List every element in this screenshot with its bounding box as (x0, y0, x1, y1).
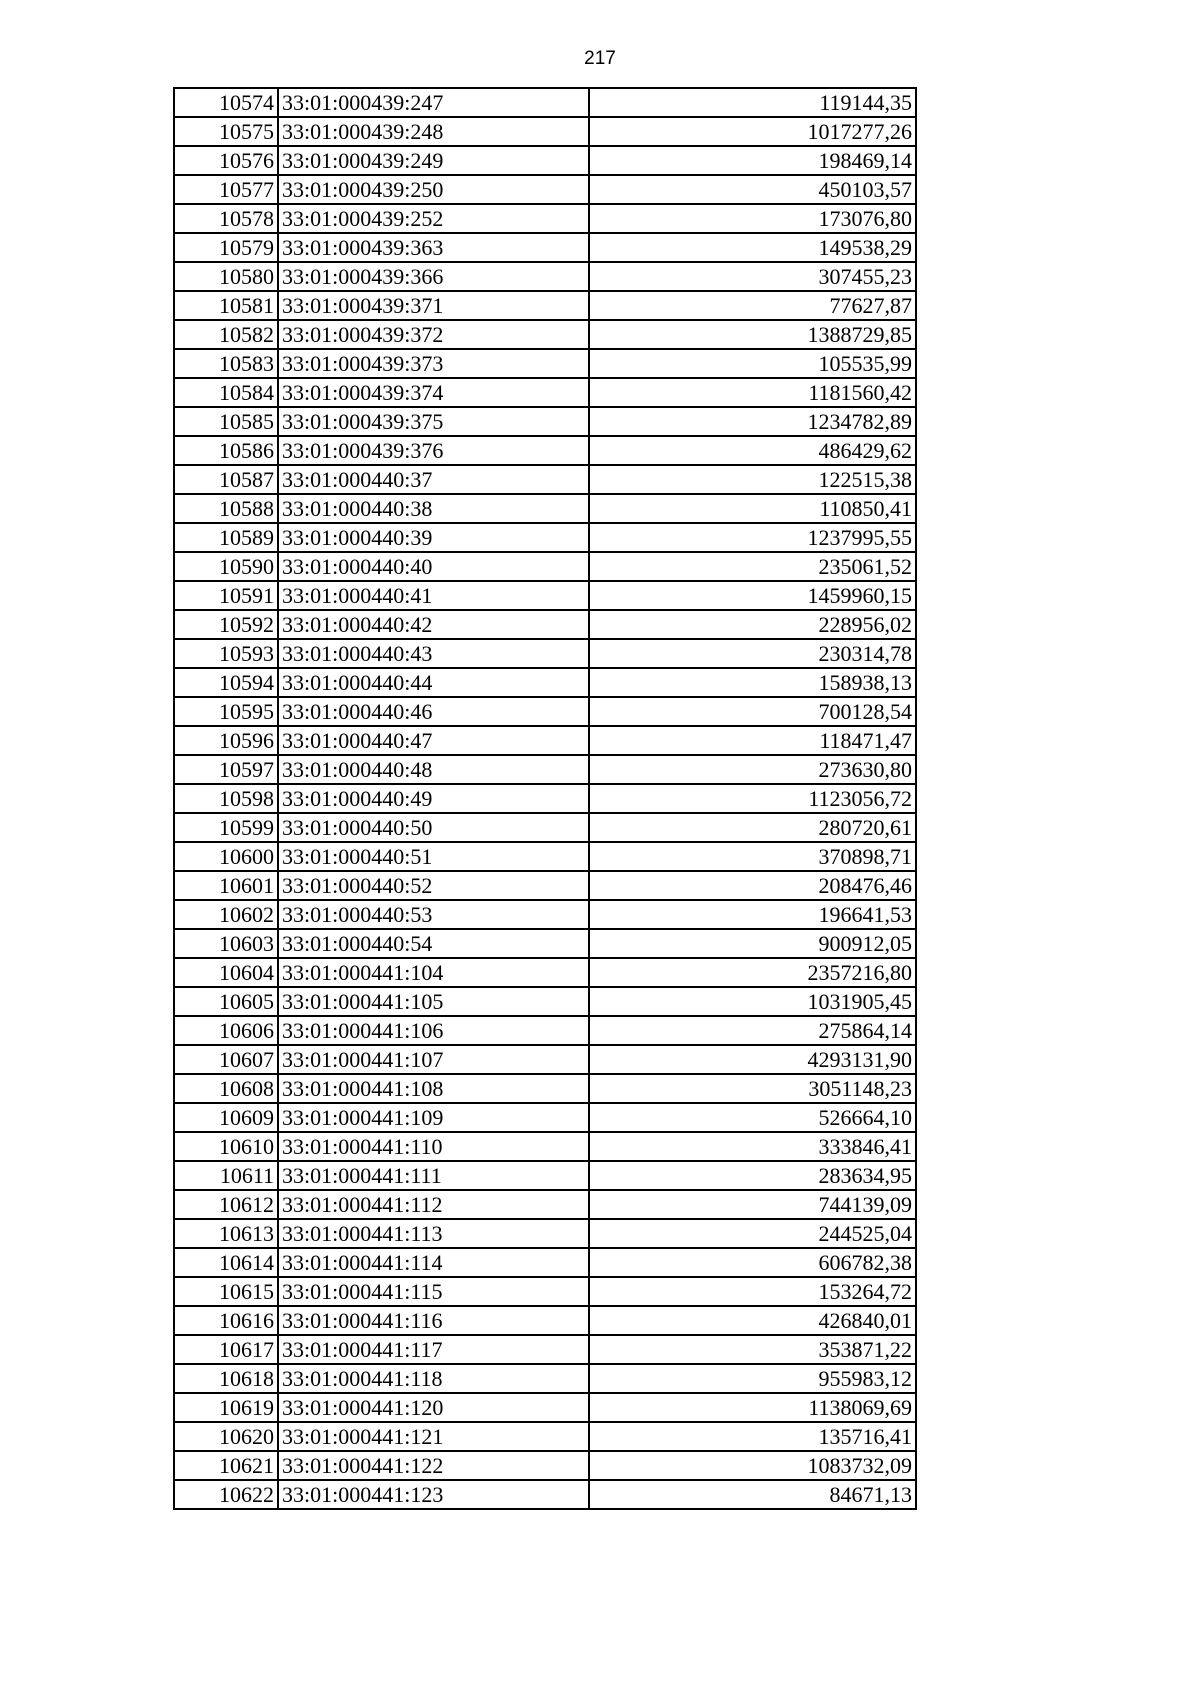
row-number-cell: 10613 (174, 1219, 278, 1248)
row-number-cell: 10619 (174, 1393, 278, 1422)
cadastral-value-cell: 235061,52 (589, 552, 916, 581)
cadastral-number-cell: 33:01:000441:105 (278, 987, 589, 1016)
row-number-cell: 10578 (174, 204, 278, 233)
cadastral-number-cell: 33:01:000441:120 (278, 1393, 589, 1422)
cadastral-number-cell: 33:01:000440:53 (278, 900, 589, 929)
cadastral-value-cell: 486429,62 (589, 436, 916, 465)
table-row (174, 900, 916, 929)
cadastral-value-cell: 526664,10 (589, 1103, 916, 1132)
cadastral-value-cell: 1459960,15 (589, 581, 916, 610)
cadastral-number-cell: 33:01:000440:39 (278, 523, 589, 552)
cadastral-number-cell: 33:01:000441:106 (278, 1016, 589, 1045)
table-row (174, 1306, 916, 1335)
cadastral-value-cell: 1031905,45 (589, 987, 916, 1016)
cadastral-value-cell: 744139,09 (589, 1190, 916, 1219)
cadastral-number-cell: 33:01:000441:116 (278, 1306, 589, 1335)
cadastral-value-cell: 230314,78 (589, 639, 916, 668)
row-number-cell: 10610 (174, 1132, 278, 1161)
table-row (174, 813, 916, 842)
table-row (174, 639, 916, 668)
cadastral-value-cell: 1388729,85 (589, 320, 916, 349)
cadastral-value-cell: 244525,04 (589, 1219, 916, 1248)
cadastral-number-cell: 33:01:000441:114 (278, 1248, 589, 1277)
table-row (174, 233, 916, 262)
cadastral-value-cell: 370898,71 (589, 842, 916, 871)
table-row (174, 378, 916, 407)
table-row (174, 958, 916, 987)
table-row (174, 146, 916, 175)
cadastral-number-cell: 33:01:000439:374 (278, 378, 589, 407)
row-number-cell: 10621 (174, 1451, 278, 1480)
table-row (174, 1277, 916, 1306)
row-number-cell: 10591 (174, 581, 278, 610)
table-row (174, 1335, 916, 1364)
cadastral-value-cell: 3051148,23 (589, 1074, 916, 1103)
cadastral-value-cell: 1138069,69 (589, 1393, 916, 1422)
cadastral-number-cell: 33:01:000439:252 (278, 204, 589, 233)
row-number-cell: 10622 (174, 1480, 278, 1509)
row-number-cell: 10598 (174, 784, 278, 813)
table-row (174, 987, 916, 1016)
table-row (174, 610, 916, 639)
cadastral-number-cell: 33:01:000440:54 (278, 929, 589, 958)
cadastral-value-cell: 110850,41 (589, 494, 916, 523)
row-number-cell: 10597 (174, 755, 278, 784)
row-number-cell: 10586 (174, 436, 278, 465)
row-number-cell: 10596 (174, 726, 278, 755)
cadastral-value-table (173, 87, 917, 1510)
cadastral-value-cell: 118471,47 (589, 726, 916, 755)
cadastral-number-cell: 33:01:000440:49 (278, 784, 589, 813)
cadastral-number-cell: 33:01:000439:249 (278, 146, 589, 175)
cadastral-number-cell: 33:01:000441:117 (278, 1335, 589, 1364)
cadastral-number-cell: 33:01:000441:107 (278, 1045, 589, 1074)
cadastral-value-cell: 450103,57 (589, 175, 916, 204)
cadastral-value-cell: 283634,95 (589, 1161, 916, 1190)
cadastral-number-cell: 33:01:000440:42 (278, 610, 589, 639)
table-row (174, 552, 916, 581)
cadastral-number-cell: 33:01:000439:371 (278, 291, 589, 320)
table-row (174, 842, 916, 871)
cadastral-value-cell: 105535,99 (589, 349, 916, 378)
cadastral-number-cell: 33:01:000440:47 (278, 726, 589, 755)
table-row (174, 1190, 916, 1219)
table-row (174, 1248, 916, 1277)
row-number-cell: 10601 (174, 871, 278, 900)
cadastral-number-cell: 33:01:000440:37 (278, 465, 589, 494)
table-row (174, 523, 916, 552)
table-row (174, 726, 916, 755)
row-number-cell: 10590 (174, 552, 278, 581)
table-row (174, 929, 916, 958)
cadastral-number-cell: 33:01:000441:118 (278, 1364, 589, 1393)
cadastral-number-cell: 33:01:000440:51 (278, 842, 589, 871)
row-number-cell: 10602 (174, 900, 278, 929)
row-number-cell: 10608 (174, 1074, 278, 1103)
row-number-cell: 10585 (174, 407, 278, 436)
cadastral-number-cell: 33:01:000440:48 (278, 755, 589, 784)
cadastral-number-cell: 33:01:000441:104 (278, 958, 589, 987)
cadastral-value-cell: 353871,22 (589, 1335, 916, 1364)
cadastral-number-cell: 33:01:000439:248 (278, 117, 589, 146)
cadastral-number-cell: 33:01:000440:40 (278, 552, 589, 581)
cadastral-number-cell: 33:01:000439:375 (278, 407, 589, 436)
cadastral-number-cell: 33:01:000441:115 (278, 1277, 589, 1306)
row-number-cell: 10599 (174, 813, 278, 842)
page-number: 217 (584, 48, 616, 69)
cadastral-value-cell: 1083732,09 (589, 1451, 916, 1480)
cadastral-value-cell: 196641,53 (589, 900, 916, 929)
table-row (174, 1364, 916, 1393)
row-number-cell: 10588 (174, 494, 278, 523)
cadastral-value-cell: 1237995,55 (589, 523, 916, 552)
table-row (174, 668, 916, 697)
table-row (174, 262, 916, 291)
cadastral-value-cell: 2357216,80 (589, 958, 916, 987)
table-row (174, 407, 916, 436)
cadastral-number-cell: 33:01:000441:121 (278, 1422, 589, 1451)
table-row (174, 117, 916, 146)
row-number-cell: 10594 (174, 668, 278, 697)
row-number-cell: 10611 (174, 1161, 278, 1190)
row-number-cell: 10574 (174, 88, 278, 117)
row-number-cell: 10614 (174, 1248, 278, 1277)
cadastral-number-cell: 33:01:000439:373 (278, 349, 589, 378)
cadastral-number-cell: 33:01:000439:247 (278, 88, 589, 117)
table-row (174, 1132, 916, 1161)
table-row (174, 175, 916, 204)
table-row (174, 784, 916, 813)
table-row (174, 1480, 916, 1509)
table-row (174, 436, 916, 465)
row-number-cell: 10592 (174, 610, 278, 639)
row-number-cell: 10604 (174, 958, 278, 987)
cadastral-number-cell: 33:01:000441:113 (278, 1219, 589, 1248)
table-row (174, 1451, 916, 1480)
cadastral-number-cell: 33:01:000439:366 (278, 262, 589, 291)
table-body (174, 88, 916, 1509)
cadastral-value-cell: 84671,13 (589, 1480, 916, 1509)
table-row (174, 581, 916, 610)
cadastral-number-cell: 33:01:000440:44 (278, 668, 589, 697)
table-row (174, 349, 916, 378)
cadastral-value-cell: 228956,02 (589, 610, 916, 639)
table-row (174, 465, 916, 494)
row-number-cell: 10595 (174, 697, 278, 726)
cadastral-value-cell: 77627,87 (589, 291, 916, 320)
row-number-cell: 10600 (174, 842, 278, 871)
table-row (174, 1074, 916, 1103)
cadastral-value-cell: 307455,23 (589, 262, 916, 291)
cadastral-number-cell: 33:01:000440:50 (278, 813, 589, 842)
cadastral-value-cell: 119144,35 (589, 88, 916, 117)
cadastral-number-cell: 33:01:000441:112 (278, 1190, 589, 1219)
row-number-cell: 10579 (174, 233, 278, 262)
cadastral-number-cell: 33:01:000441:109 (278, 1103, 589, 1132)
cadastral-value-cell: 198469,14 (589, 146, 916, 175)
row-number-cell: 10607 (174, 1045, 278, 1074)
cadastral-number-cell: 33:01:000441:123 (278, 1480, 589, 1509)
row-number-cell: 10618 (174, 1364, 278, 1393)
cadastral-value-cell: 1181560,42 (589, 378, 916, 407)
cadastral-number-cell: 33:01:000441:108 (278, 1074, 589, 1103)
row-number-cell: 10581 (174, 291, 278, 320)
cadastral-value-cell: 280720,61 (589, 813, 916, 842)
cadastral-number-cell: 33:01:000440:43 (278, 639, 589, 668)
cadastral-number-cell: 33:01:000441:111 (278, 1161, 589, 1190)
cadastral-number-cell: 33:01:000439:250 (278, 175, 589, 204)
cadastral-number-cell: 33:01:000440:46 (278, 697, 589, 726)
cadastral-value-cell: 1123056,72 (589, 784, 916, 813)
cadastral-number-cell: 33:01:000440:38 (278, 494, 589, 523)
cadastral-value-cell: 122515,38 (589, 465, 916, 494)
row-number-cell: 10587 (174, 465, 278, 494)
table-row (174, 1219, 916, 1248)
table-row (174, 697, 916, 726)
cadastral-value-cell: 426840,01 (589, 1306, 916, 1335)
row-number-cell: 10609 (174, 1103, 278, 1132)
row-number-cell: 10615 (174, 1277, 278, 1306)
table-row (174, 1016, 916, 1045)
row-number-cell: 10617 (174, 1335, 278, 1364)
row-number-cell: 10582 (174, 320, 278, 349)
table-row (174, 494, 916, 523)
cadastral-value-cell: 158938,13 (589, 668, 916, 697)
table-row (174, 1103, 916, 1132)
row-number-cell: 10577 (174, 175, 278, 204)
cadastral-number-cell: 33:01:000439:363 (278, 233, 589, 262)
table-row (174, 1161, 916, 1190)
cadastral-value-cell: 955983,12 (589, 1364, 916, 1393)
row-number-cell: 10576 (174, 146, 278, 175)
table-row (174, 320, 916, 349)
cadastral-value-cell: 700128,54 (589, 697, 916, 726)
cadastral-value-cell: 173076,80 (589, 204, 916, 233)
cadastral-number-cell: 33:01:000439:376 (278, 436, 589, 465)
cadastral-value-cell: 153264,72 (589, 1277, 916, 1306)
cadastral-value-cell: 900912,05 (589, 929, 916, 958)
cadastral-value-cell: 606782,38 (589, 1248, 916, 1277)
cadastral-number-cell: 33:01:000440:52 (278, 871, 589, 900)
cadastral-value-cell: 4293131,90 (589, 1045, 916, 1074)
cadastral-value-cell: 149538,29 (589, 233, 916, 262)
row-number-cell: 10583 (174, 349, 278, 378)
row-number-cell: 10605 (174, 987, 278, 1016)
row-number-cell: 10606 (174, 1016, 278, 1045)
cadastral-value-cell: 135716,41 (589, 1422, 916, 1451)
row-number-cell: 10593 (174, 639, 278, 668)
row-number-cell: 10603 (174, 929, 278, 958)
table-row (174, 871, 916, 900)
table-row (174, 204, 916, 233)
row-number-cell: 10620 (174, 1422, 278, 1451)
table-row (174, 1393, 916, 1422)
cadastral-value-cell: 275864,14 (589, 1016, 916, 1045)
table-row (174, 291, 916, 320)
cadastral-value-cell: 273630,80 (589, 755, 916, 784)
cadastral-number-cell: 33:01:000440:41 (278, 581, 589, 610)
row-number-cell: 10584 (174, 378, 278, 407)
row-number-cell: 10612 (174, 1190, 278, 1219)
table-row (174, 88, 916, 117)
row-number-cell: 10575 (174, 117, 278, 146)
cadastral-number-cell: 33:01:000441:110 (278, 1132, 589, 1161)
cadastral-value-cell: 208476,46 (589, 871, 916, 900)
table-row (174, 755, 916, 784)
row-number-cell: 10580 (174, 262, 278, 291)
cadastral-number-cell: 33:01:000439:372 (278, 320, 589, 349)
row-number-cell: 10589 (174, 523, 278, 552)
row-number-cell: 10616 (174, 1306, 278, 1335)
table-row (174, 1422, 916, 1451)
cadastral-number-cell: 33:01:000441:122 (278, 1451, 589, 1480)
table-row (174, 1045, 916, 1074)
cadastral-value-cell: 1234782,89 (589, 407, 916, 436)
cadastral-value-cell: 333846,41 (589, 1132, 916, 1161)
cadastral-value-cell: 1017277,26 (589, 117, 916, 146)
